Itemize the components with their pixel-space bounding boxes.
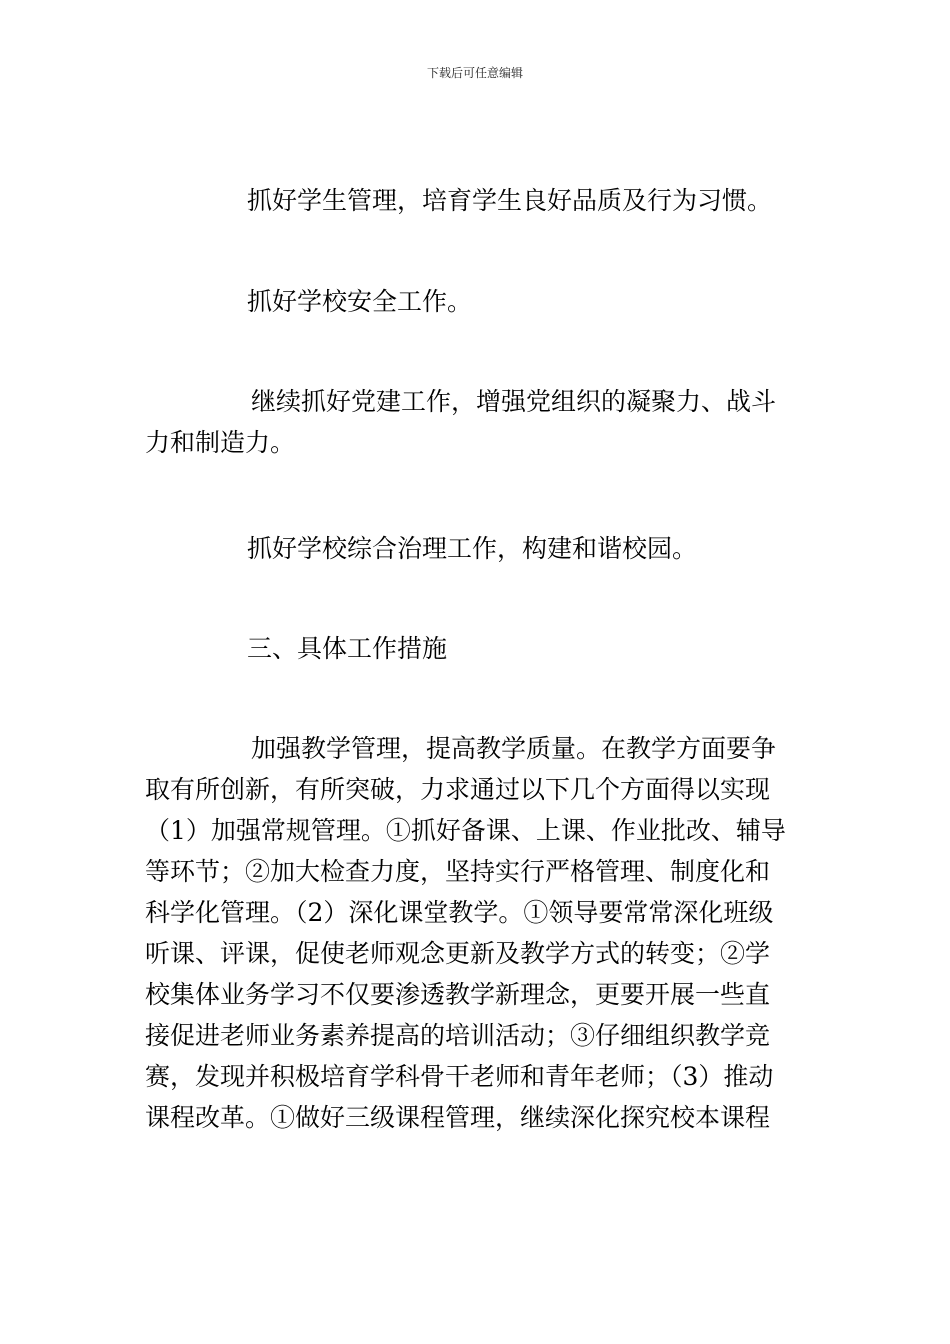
- section-heading-measures: [145, 628, 815, 669]
- text-line: （1）加强常规管理。①抓好备课、上课、作业批改、辅导: [145, 816, 786, 845]
- page-header: 下载后可任意编辑: [426, 66, 523, 80]
- text-line: 力和制造力。: [145, 428, 296, 457]
- text-line: 抓好学校综合治理工作，构建和谐校园。: [247, 534, 698, 563]
- text-line: 抓好学生管理，培育学生良好品质及行为习惯。: [247, 186, 773, 215]
- paragraph-school-safety: [145, 281, 815, 322]
- paragraph-party-building: [145, 381, 815, 463]
- text-line: 科学化管理。（2）深化课堂教学。①领导要常常深化班级: [145, 898, 774, 927]
- paragraph-comprehensive-governance: [145, 528, 815, 569]
- paragraph-student-management: [145, 180, 815, 221]
- text-line: 校集体业务学习不仅要渗透教学新理念，更要开展一些直: [145, 980, 771, 1009]
- text-line: 抓好学校安全工作。: [247, 287, 473, 316]
- text-line: 课程改革。①做好三级课程管理，继续深化探究校本课程: [145, 1103, 771, 1132]
- paragraph-teaching-management: [145, 728, 815, 1138]
- text-line: 听课、评课，促使老师观念更新及教学方式的转变；②学: [145, 939, 771, 968]
- text-line: 取有所创新，有所突破，力求通过以下几个方面得以实现: [145, 775, 771, 804]
- text-line: 加强教学管理，提高教学质量。在教学方面要争: [251, 734, 777, 763]
- text-line: 继续抓好党建工作，增强党组织的凝聚力、战斗: [251, 387, 777, 416]
- text-line: 赛，发现并积极培育学科骨干老师和青年老师；（3）推动: [145, 1062, 774, 1091]
- text-line: 等环节；②加大检查力度，坚持实行严格管理、制度化和: [145, 857, 771, 886]
- text-line: 三、具体工作措施: [247, 634, 448, 663]
- text-line: 接促进老师业务素养提高的培训活动；③仔细组织教学竞: [145, 1021, 771, 1050]
